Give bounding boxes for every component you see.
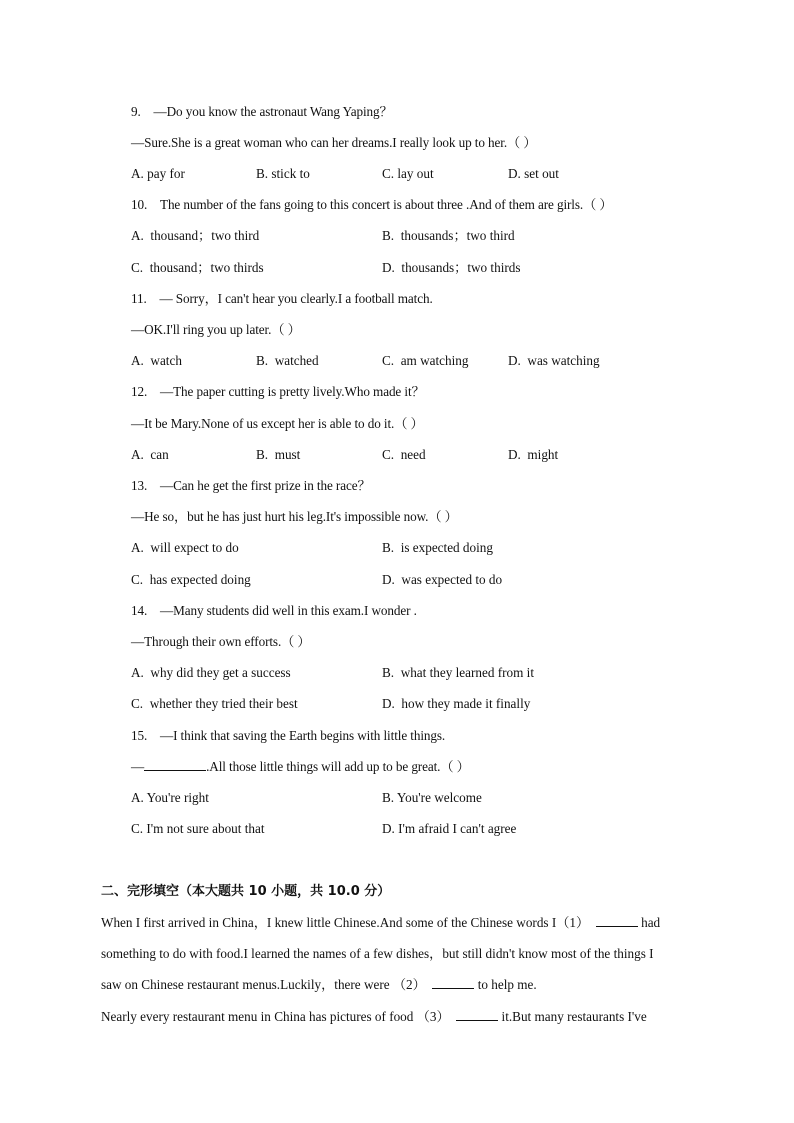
question-text: The number of the fans going to this concert is about three .And of them are girls.（ ） [159,197,613,212]
question-9-reply: —Sure.She is a great woman who can her dreams.I really look up to her.（ ） [131,135,537,150]
option-b[interactable]: B. You're welcome [382,790,482,805]
option-a[interactable]: A. thousand；two third [131,228,260,243]
question-10-stem [131,197,612,213]
question-text: —Can he get the first prize in the race？ [159,478,371,493]
question-11-reply: —OK.I'll ring you up later.（ ） [131,322,301,337]
option-d[interactable]: D. was watching [508,353,600,368]
option-b[interactable]: B. must [256,447,301,462]
option-b[interactable]: B. stick to [256,166,310,181]
option-c[interactable]: C. thousand；two thirds [131,260,264,275]
cloze-line-2: something to do with food.I learned the names of a few dishes，but still didn't know most of the things I [101,946,654,961]
option-c[interactable]: C. has expected doing [131,572,251,587]
question-number: 10. [131,197,148,212]
question-15-stem [131,728,445,744]
question-text: —Many students did well in this exam.I wonder . [159,603,417,618]
option-d[interactable]: D. thousands；two thirds [382,260,521,275]
option-d[interactable]: D. how they made it finally [382,696,531,711]
option-a[interactable]: A. watch [131,353,182,368]
option-a[interactable]: A. You're right [131,790,209,805]
option-b[interactable]: B. thousands；two third [382,228,515,243]
option-c[interactable]: C. lay out [382,166,434,181]
question-number: 12. [131,384,148,399]
question-14-stem [131,603,417,619]
question-14-reply: —Through their own efforts.（ ） [131,634,311,649]
question-number: 14. [131,603,148,618]
option-a[interactable]: A. can [131,447,169,462]
section-heading: 二、完形填空（本大题共 10 小题，共 10.0 分） [101,884,391,899]
question-9-stem [131,104,393,120]
cloze-blank-2[interactable] [432,977,474,989]
option-c[interactable]: C. need [382,447,426,462]
cloze-blank-1[interactable] [596,915,638,927]
cloze-line-1: When I first arrived in China，I knew little Chinese.And some of the Chinese words I（1） had [101,915,661,930]
question-number: 15. [131,728,148,743]
option-a[interactable]: A. pay for [131,166,185,181]
option-b[interactable]: B. watched [256,353,319,368]
option-a[interactable]: A. why did they get a success [131,665,291,680]
question-13-stem [131,478,371,494]
option-c[interactable]: C. am watching [382,353,469,368]
question-number: 13. [131,478,148,493]
cloze-line-3: saw on Chinese restaurant menus.Luckily，there were （2） to help me. [101,977,537,992]
option-d[interactable]: D. set out [508,166,559,181]
option-c[interactable]: C. I'm not sure about that [131,821,265,836]
question-12-stem [131,384,425,400]
question-15-reply: — .All those little things will add up to be great.（ ） [131,759,470,774]
question-text: —Do you know the astronaut Wang Yaping？ [153,104,393,119]
question-13-reply: —He so，but he has just hurt his leg.It's impossible now.（ ） [131,509,458,524]
option-d[interactable]: D. was expected to do [382,572,503,587]
option-a[interactable]: A. will expect to do [131,540,239,555]
answer-blank[interactable] [144,759,206,771]
option-b[interactable]: B. what they learned from it [382,665,534,680]
option-d[interactable]: D. I'm afraid I can't agree [382,821,517,836]
option-b[interactable]: B. is expected doing [382,540,493,555]
question-number: 9. [131,104,141,119]
cloze-line-4: Nearly every restaurant menu in China has pictures of food （3） it.But many restaurants I've [101,1009,647,1024]
option-d[interactable]: D. might [508,447,559,462]
question-text: — Sorry，I can't hear you clearly.I a football match. [159,291,433,306]
question-text: —The paper cutting is pretty lively.Who made it？ [159,384,425,399]
option-c[interactable]: C. whether they tried their best [131,696,298,711]
question-12-reply: —It be Mary.None of us except her is able to do it.（ ） [131,416,424,431]
cloze-blank-3[interactable] [456,1009,498,1021]
question-number: 11. [131,291,147,306]
question-text: —I think that saving the Earth begins with little things. [159,728,446,743]
question-11-stem [131,291,433,307]
